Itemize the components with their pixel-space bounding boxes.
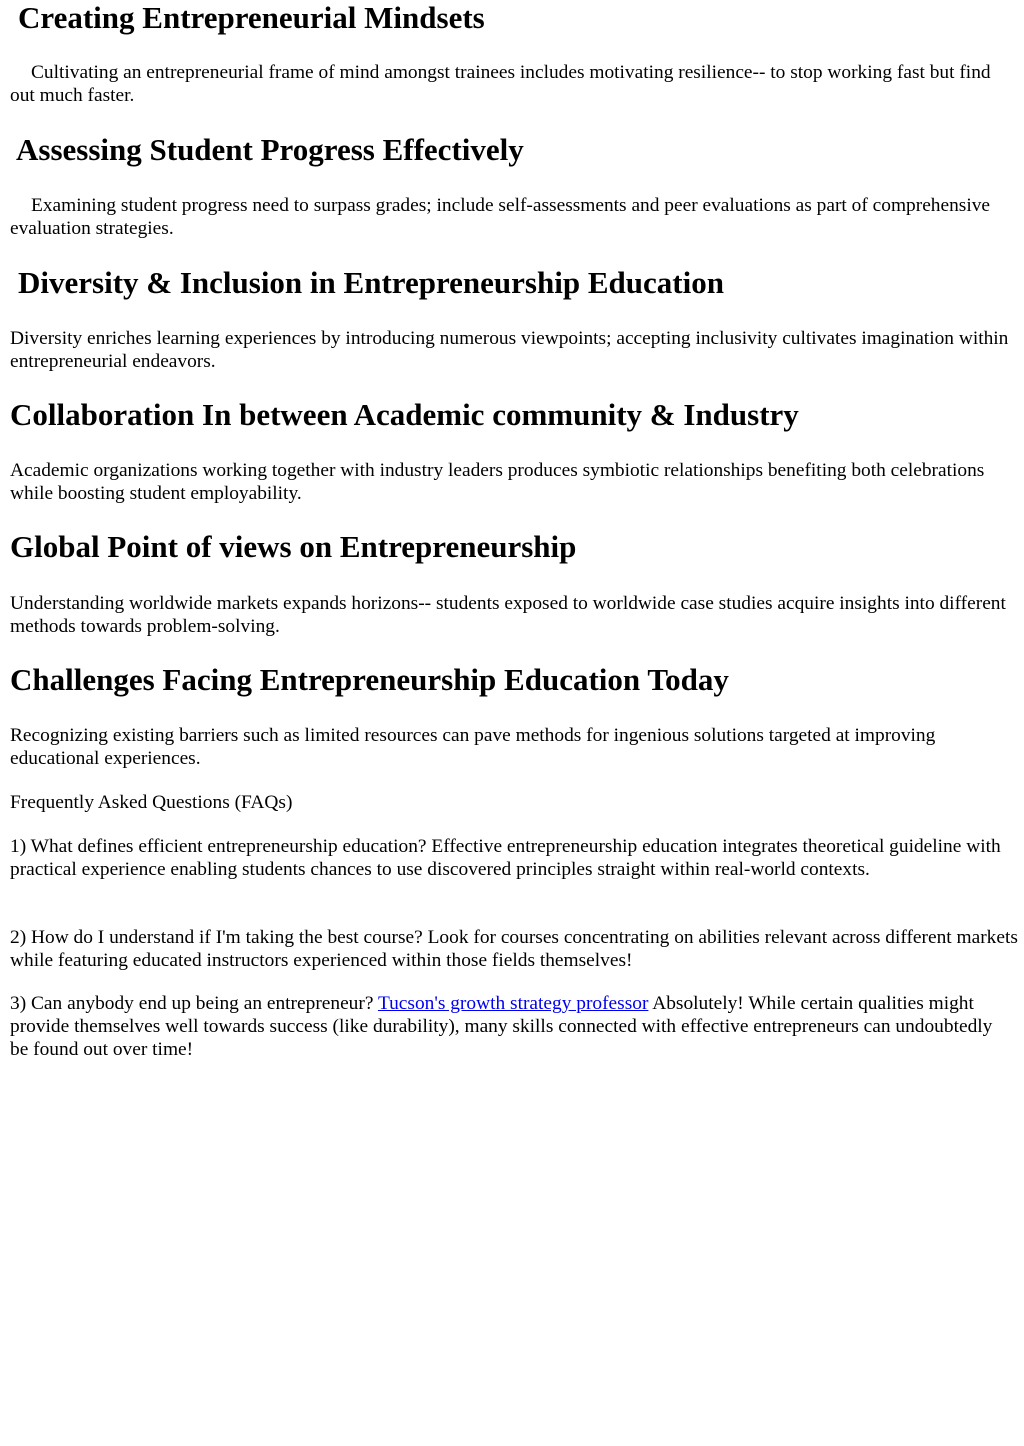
paragraph-assessing-student-progress: Examining student progress need to surpass grades; include self-assessments and peer evaluations as part of comprehensive evaluation strategies.: [10, 195, 991, 239]
heading-assessing-student-progress: Assessing Student Progress Effectively: [16, 132, 524, 167]
faq-question-3-text: 3) Can anybody end up being an entrepreneur?: [10, 993, 378, 1014]
heading-collaboration-academic-industry: Collaboration In between Academic community & Industry: [10, 397, 799, 432]
faq-question-1: 1) What defines efficient entrepreneurship education? Effective entrepreneurship education integrates theoretical guideline with practical experience enabling students chances to use discovered principles straight within real-world contexts.: [10, 836, 1001, 880]
paragraph-global-perspectives: Understanding worldwide markets expands horizons-- students exposed to worldwide case studies acquire insights into different methods towards problem-solving.: [10, 593, 1006, 637]
faq-question-2: 2) How do I understand if I'm taking the best course? Look for courses concentrating on abilities relevant across different markets while featuring educated instructors experienced within those fields themselves!: [10, 927, 1018, 971]
faq-question-3: [10, 992, 1010, 1061]
paragraph-collaboration-academic-industry: Academic organizations working together with industry leaders produces symbiotic relationships benefiting both celebrations while boosting student employability.: [10, 460, 985, 504]
tucson-growth-strategy-professor-link[interactable]: Tucson's growth strategy professor: [377, 993, 649, 1014]
heading-challenges-facing-education: Challenges Facing Entrepreneurship Education Today: [10, 662, 729, 697]
paragraph-diversity-inclusion: Diversity enriches learning experiences by introducing numerous viewpoints; accepting inclusivity cultivates imagination within entrepreneurial endeavors.: [10, 328, 1009, 372]
faq-question-3-answer: Absolutely! While certain qualities might provide themselves well towards success (like durability), many skills connected with effective entrepreneurs can undoubtedly be found out over time!: [10, 993, 993, 1060]
paragraph-entrepreneurial-mindsets: Cultivating an entrepreneurial frame of mind amongst trainees includes motivating resilience-- to stop working fast but find out much faster.: [10, 62, 991, 106]
paragraph-challenges-facing-education: Recognizing existing barriers such as limited resources can pave methods for ingenious solutions targeted at improving educational experiences.: [10, 725, 936, 769]
faq-title: Frequently Asked Questions (FAQs): [10, 792, 293, 813]
heading-creating-entrepreneurial-mindsets: Creating Entrepreneurial Mindsets: [18, 0, 485, 35]
heading-global-perspectives: Global Point of views on Entrepreneurship: [10, 529, 577, 564]
heading-diversity-inclusion: Diversity & Inclusion in Entrepreneurship Education: [18, 265, 724, 300]
